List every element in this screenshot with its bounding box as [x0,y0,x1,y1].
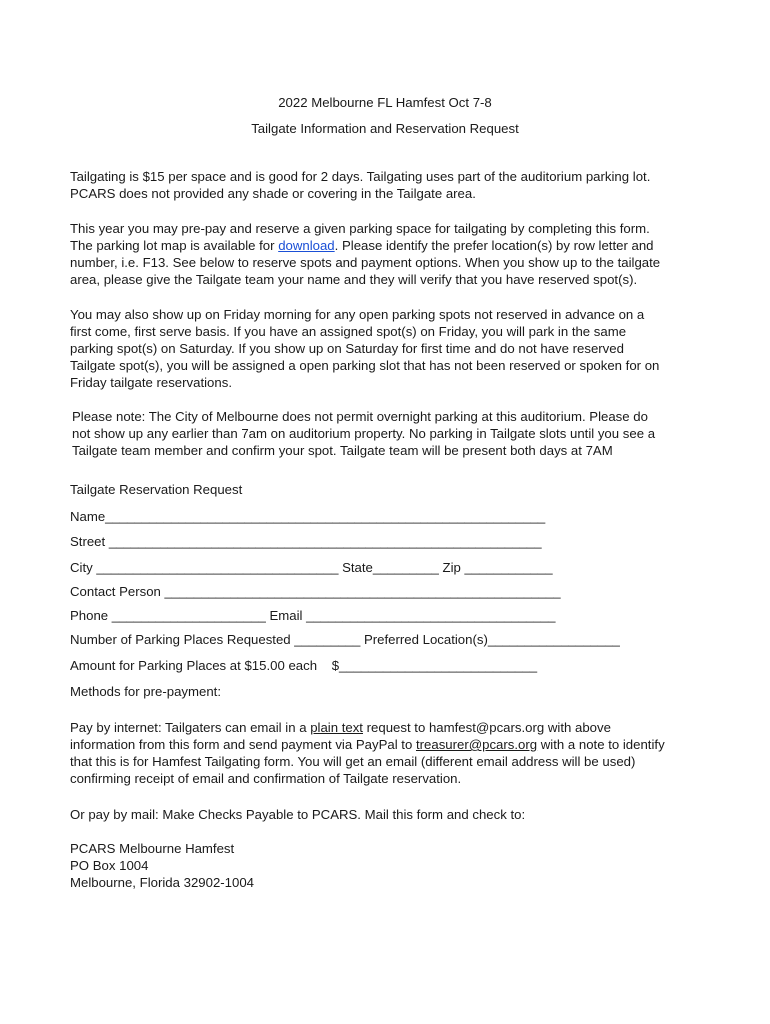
address-line: PCARS Melbourne Hamfest [70,841,235,856]
prepay-line: number, i.e. F13. See below to reserve spots and payment options. When you show up to the tailgate [70,255,661,270]
mail-payment-line: Or pay by mail: Make Checks Payable to PCARS. Mail this form and check to: [70,807,526,822]
internet-line [70,736,710,753]
address-line: PO Box 1004 [70,858,149,873]
prepay-line: area, please give the Tailgate team your name and they will verify that you have reserved spot(s). [70,272,638,287]
intro-line: PCARS does not provided any shade or covering in the Tailgate area. [70,186,476,201]
internet-line: that this is for Hamfest Tailgating form. You will get an email (different email address will be used) [70,754,636,769]
city-state-zip-field[interactable]: City _________________________________ State_________ Zip ____________ [70,560,553,575]
document-title: 2022 Melbourne FL Hamfest Oct 7-8 [278,95,492,110]
friday-line: first come, first serve basis. If you have an assigned spot(s) on Friday, you will park in the same [70,324,627,339]
contact-person-field[interactable]: Contact Person ______________________________________________________ [70,584,561,599]
prepay-line: This year you may pre-pay and reserve a given parking space for tailgating by completing this form. [70,221,650,236]
phone-email-field[interactable]: Phone _____________________ Email __________________________________ [70,608,556,623]
amount-field[interactable]: Amount for Parking Places at $15.00 each $___________________________ [70,658,538,673]
plain-text-underline: plain text [310,720,363,735]
internet-text: information from this form and send payment via PayPal to [70,737,416,752]
note-line: not show up any earlier than 7am on auditorium property. No parking in Tailgate slots until you see a [72,426,656,441]
friday-line: Tailgate spot(s), you will be assigned a open parking slot that has not been reserved or spoken for on [70,358,660,373]
intro-paragraph [70,168,710,202]
note-line: Tailgate team member and confirm your spot. Tailgate team will be present both days at 7AM [72,443,613,458]
friday-line: parking spot(s) on Saturday. If you show up on Saturday for first time and do not have reserved [70,341,624,356]
friday-paragraph [70,306,710,391]
internet-line: confirming receipt of email and confirmation of Tailgate reservation. [70,771,462,786]
prepay-text: . Please identify the prefer location(s) by row letter and [334,238,654,253]
internet-text: Pay by internet: Tailgaters can email in a [70,720,311,735]
form-heading: Tailgate Reservation Request [70,482,243,497]
mailing-address [70,840,710,891]
document-subtitle: Tailgate Information and Reservation Request [251,121,519,136]
friday-line: Friday tailgate reservations. [70,375,232,390]
parking-places-field[interactable]: Number of Parking Places Requested _________ Preferred Location(s)__________________ [70,632,620,647]
internet-text: with a note to identify [537,737,665,752]
prepay-line [70,237,710,254]
prepay-text: The parking lot map is available for [70,238,279,253]
treasurer-email-link[interactable]: treasurer@pcars.org [415,737,538,752]
internet-line [70,719,710,736]
internet-payment-paragraph [70,719,710,787]
prepay-paragraph [70,220,710,288]
name-field[interactable]: Name____________________________________________________________ [70,509,546,524]
note-line: Please note: The City of Melbourne does not permit overnight parking at this auditorium. Please do [72,409,648,424]
note-paragraph [72,408,712,459]
payment-methods-label: Methods for pre-payment: [70,684,221,699]
address-line: Melbourne, Florida 32902-1004 [70,875,255,890]
street-field[interactable]: Street ___________________________________________________________ [70,534,542,549]
internet-text: request to hamfest@pcars.org with above [362,720,611,735]
friday-line: You may also show up on Friday morning for any open parking spots not reserved in advance on a [70,307,645,322]
download-link[interactable]: download [278,238,335,253]
intro-line: Tailgating is $15 per space and is good for 2 days. Tailgating uses part of the auditorium parking lot. [70,169,651,184]
